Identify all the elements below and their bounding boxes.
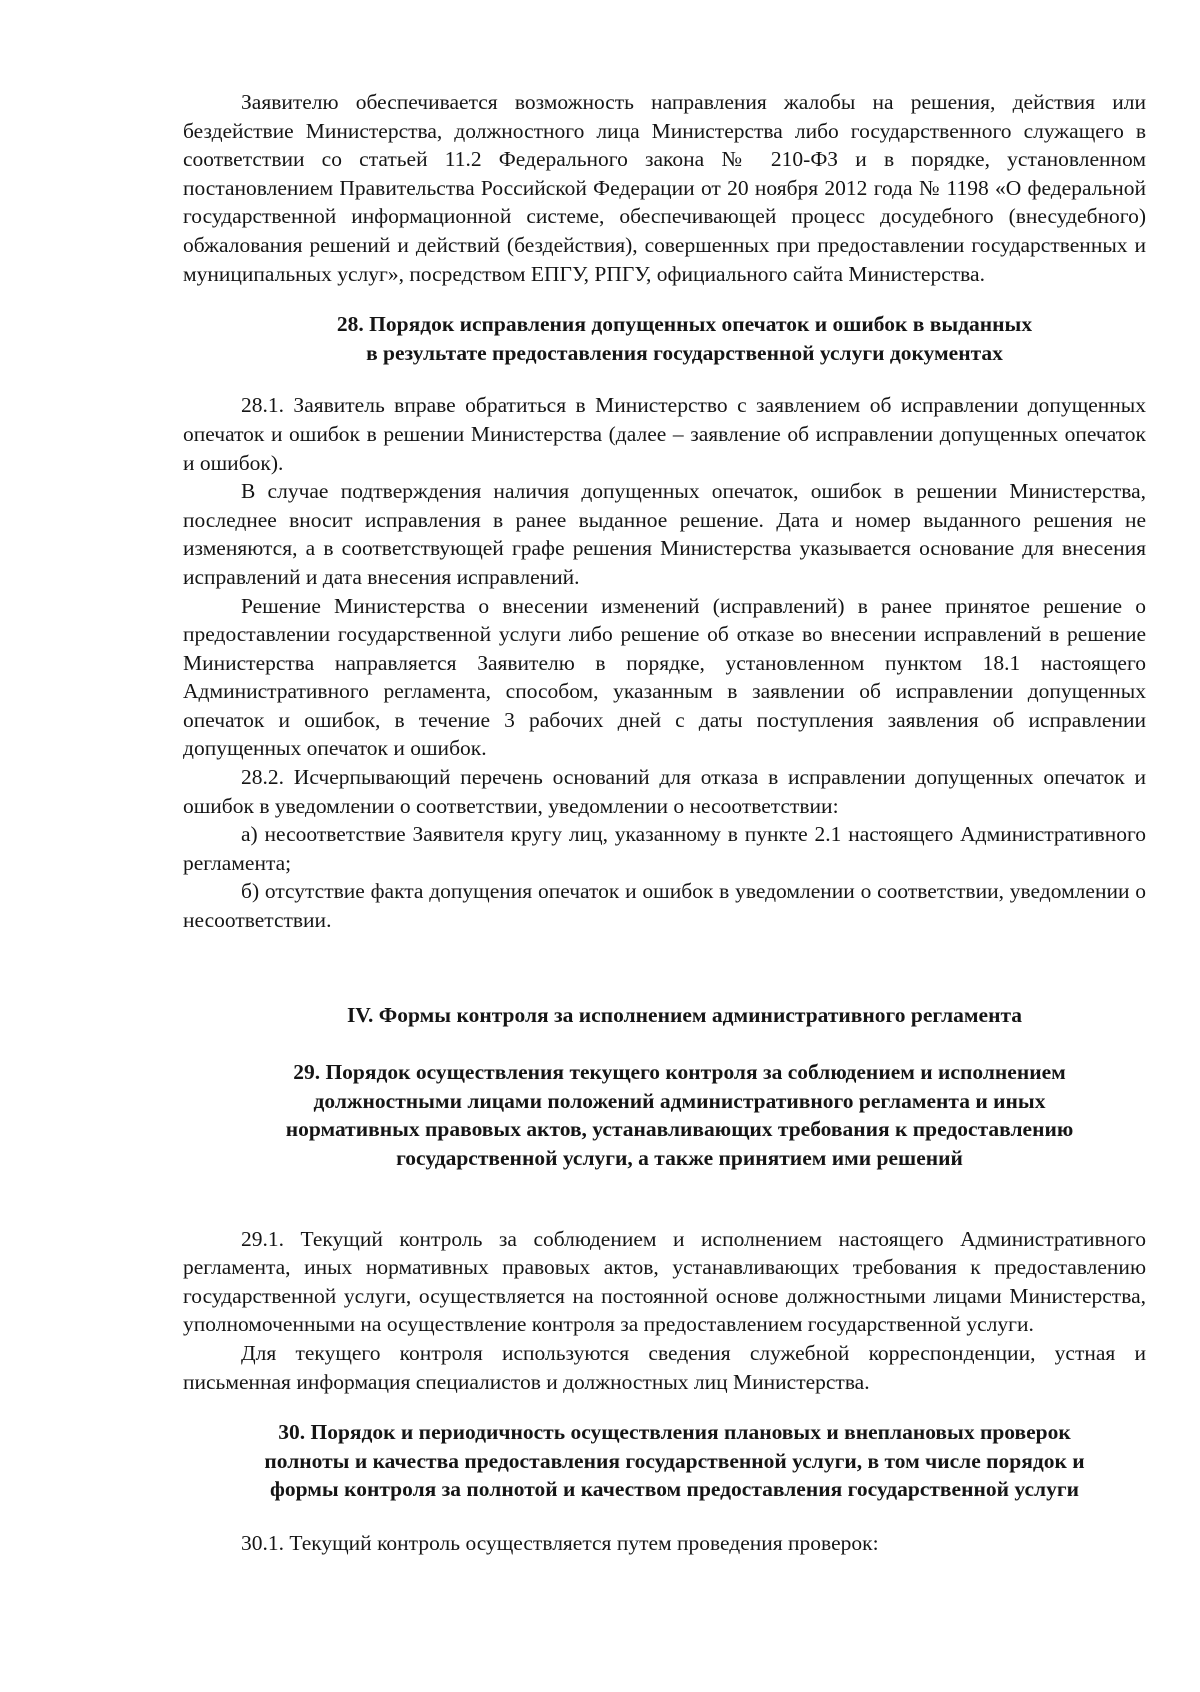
section-28-heading-line-1: 28. Порядок исправления допущенных опечаток и ошибок в выданных <box>336 312 1033 337</box>
section-29-heading-line-2: должностными лицами положений административного регламента и иных <box>313 1088 1046 1113</box>
section-30-heading-line-3: формы контроля за полнотой и качеством предоставления государственной услуги <box>270 1477 1079 1502</box>
document-page <box>183 88 1146 1558</box>
section-28-paragraph-1: 28.1. Заявитель вправе обратиться в Министерство с заявлением об исправлении допущенных опечаток и ошибок в решении Министерства (далее – заявление об исправлении допущенных опечаток и ошибок). <box>183 393 1146 475</box>
section-28-heading-line-2: в результате предоставления государственной услуги документах <box>366 340 1003 365</box>
section-30-heading-line-1: 30. Порядок и периодичность осуществления плановых и внеплановых проверок <box>278 1420 1071 1445</box>
section-29-heading-line-1: 29. Порядок осуществления текущего контроля за соблюдением и исполнением <box>293 1060 1066 1085</box>
section-29-heading <box>183 1058 1146 1172</box>
section-30-paragraph-1: 30.1. Текущий контроль осуществляется путем проведения проверок: <box>241 1530 879 1555</box>
section-30-heading-line-2: полноты и качества предоставления государственной услуги, в том числе порядок и <box>264 1448 1085 1473</box>
section-29-heading-line-3: нормативных правовых актов, устанавливающих требования к предоставлению <box>285 1117 1074 1142</box>
section-29-paragraph-2: Для текущего контроля используются сведения служебной корреспонденции, устная и письменная информация специалистов и должностных лиц Министерства. <box>183 1340 1146 1394</box>
section-28-paragraph-5: а) несоответствие Заявителя кругу лиц, указанному в пункте 2.1 настоящего Административного регламента; <box>183 822 1146 875</box>
section-28-paragraph-4: 28.2. Исчерпывающий перечень оснований для отказа в исправлении допущенных опечаток и ошибок в уведомлении о соответствии, уведомлении о несоответствии: <box>183 765 1146 818</box>
section-iv-heading: IV. Формы контроля за исполнением административного регламента <box>346 1002 1023 1027</box>
section-28-paragraph-6: б) отсутствие факта допущения опечаток и ошибок в уведомлении о соответствии, уведомлении о несоответствии. <box>183 879 1146 933</box>
section-28-paragraph-2: В случае подтверждения наличия допущенных опечаток, ошибок в решении Министерства, последнее вносит исправления в ранее выданное решение. Дата и номер выданного решения не изменяются, а в соответствующей графе решения Министерства указывается основание для внесения исправлений и дата внесения исправлений. <box>183 479 1146 589</box>
section-28-heading <box>183 310 1146 367</box>
section-29-heading-line-4: государственной услуги, а также принятием ими решений <box>396 1146 963 1170</box>
section-29-paragraph-1: 29.1. Текущий контроль за соблюдением и исполнением настоящего Административного регламента, иных нормативных правовых актов, устанавливающих требования к предоставлению государственной услуги, осуществляется на постоянной основе должностными лицами Министерства, уполномоченными на осуществление контроля за предоставлением государственной услуги. <box>183 1226 1146 1337</box>
complaint-paragraph: Заявителю обеспечивается возможность направления жалобы на решения, действия или бездействие Министерства, должностного лица Министерства либо государственного служащего в соответствии со статьей 11.2 Федерального закона № 210-ФЗ и в порядке, установленном постановлением Правительства Российской Федерации от 20 ноября 2012 года № 1198 «О федеральной государственной информационной системе, обеспечивающей процесс досудебного (внесудебного) обжалования решений и действий (бездействия), совершенных при предоставлении государственных и муниципальных услуг», посредством ЕПГУ, РПГУ, официального сайта Министерства. <box>183 90 1146 286</box>
section-30-heading <box>183 1418 1146 1504</box>
section-28-paragraph-3: Решение Министерства о внесении изменений (исправлений) в ранее принятое решение о предоставлении государственной услуги либо решение об отказе во внесении исправлений в решение Министерства направляется Заявителю в порядке, установленном пунктом 18.1 настоящего Административного регламента, способом, указанным в заявлении об исправлении допущенных опечаток и ошибок, в течение 3 рабочих дней с даты поступления заявления об исправлении допущенных опечаток и ошибок. <box>183 593 1146 761</box>
